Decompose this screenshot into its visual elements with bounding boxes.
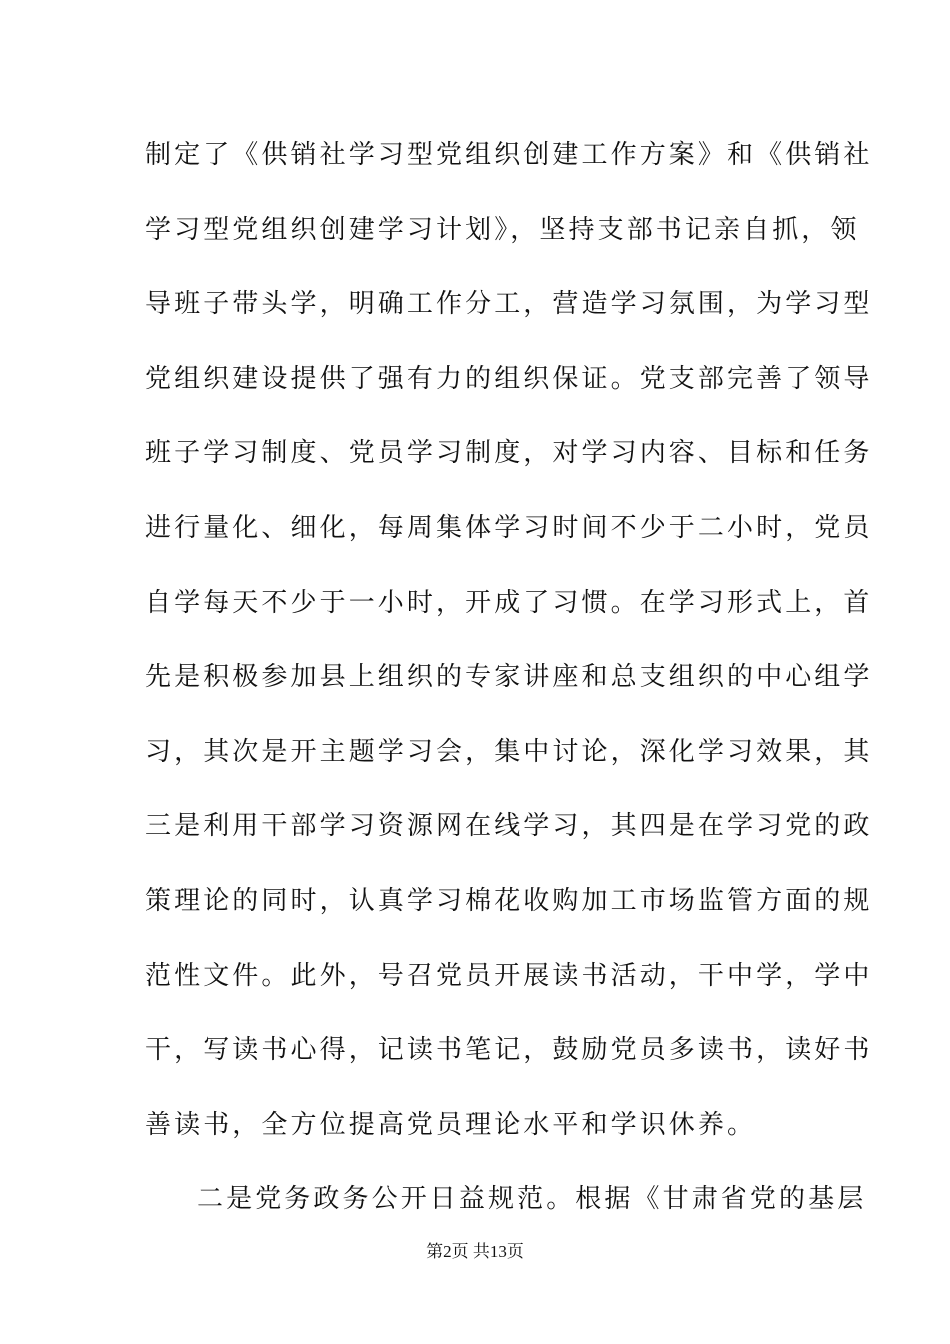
text-line: 进行量化、细化，每周集体学习时间不少于二小时，党员	[145, 512, 873, 543]
text-line: 制定了《供销社学习型党组织创建工作方案》和《供销社	[145, 140, 873, 170]
text-line: 善读书，全方位提高党员理论水平和学识休养。	[145, 1109, 757, 1140]
page-number-footer: 第2页 共13页	[426, 1242, 524, 1261]
body-text	[145, 128, 873, 1247]
paragraph-start-line: 二是党务政务公开日益规范。根据《甘肃省党的基层	[197, 1184, 867, 1215]
text-line: 自学每天不少于一小时，开成了习惯。在学习形式上，首	[145, 587, 873, 618]
text-line: 导班子带头学，明确工作分工，营造学习氛围，为学习型	[145, 289, 873, 320]
text-line: 策理论的同时，认真学习棉花收购加工市场监管方面的规	[145, 885, 873, 916]
text-line: 班子学习制度、党员学习制度，对学习内容、目标和任务	[145, 438, 873, 469]
text-line: 范性文件。此外，号召党员开展读书活动，干中学，学中	[145, 960, 873, 991]
text-line: 习，其次是开主题学习会，集中讨论，深化学习效果，其	[145, 736, 873, 767]
text-line: 先是积极参加县上组织的专家讲座和总支组织的中心组学	[145, 662, 873, 693]
text-line: 学习型党组织创建学习计划》，坚持支部书记亲自抓，领	[145, 214, 860, 245]
text-line: 党组织建设提供了强有力的组织保证。党支部完善了领导	[145, 363, 873, 394]
text-line: 干，写读书心得，记读书笔记，鼓励党员多读书，读好书	[145, 1035, 873, 1066]
text-line: 三是利用干部学习资源网在线学习，其四是在学习党的政	[145, 811, 873, 842]
